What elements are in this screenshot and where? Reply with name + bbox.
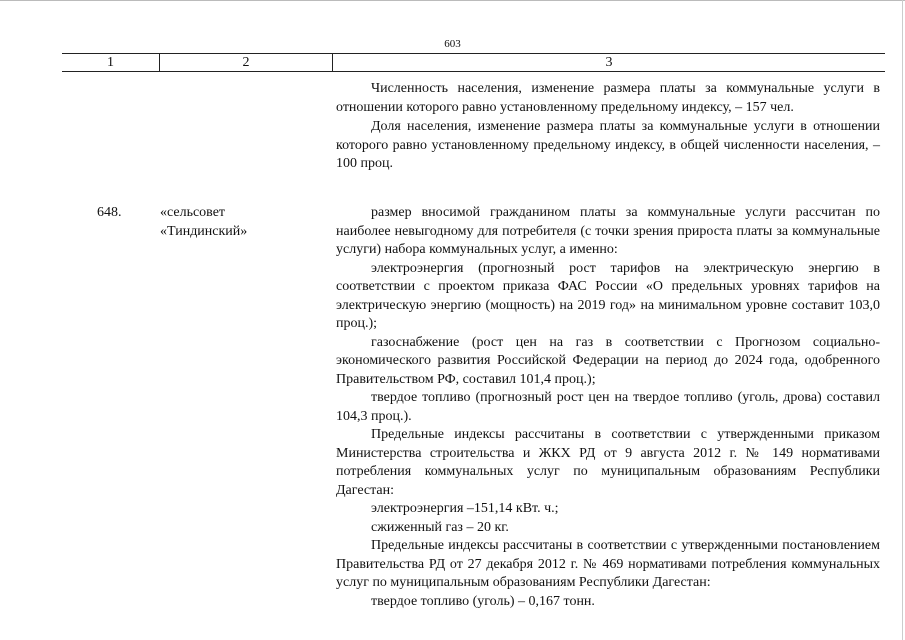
- paragraph: Численность населения, изменение размера платы за коммунальные услуги в отношении которого равно установленному предельному индексу, – 157 чел.: [336, 81, 880, 115]
- paragraph: Доля населения, изменение размера платы за коммунальные услуги в отношении которого равно установленному предельному индексу, в общей численности населения, – 100 проц.: [336, 119, 880, 171]
- page-number: 603: [444, 38, 461, 50]
- paragraph: твердое топливо (уголь) – 0,167 тонн.: [371, 593, 595, 609]
- entry-text-block: [336, 204, 880, 611]
- scan-edge-top: [0, 0, 905, 1]
- paragraph: газоснабжение (рост цен на газ в соответствии с Прогнозом социально-экономического развития Российской Федерации на период до 2024 года, одобренного Правительством РФ, составил 101,4 проц.);: [336, 334, 880, 387]
- paragraph: Предельные индексы рассчитаны в соответствии с утвержденными постановлением Правительства РД от 27 декабря 2012 г. № 469 нормативами потребления коммунальных услуг по муниципальным образованиям Республики Дагестан:: [336, 538, 880, 590]
- municipality-name: [160, 204, 247, 241]
- municipality-name-line: «Тиндинский»: [160, 223, 248, 239]
- header-col-1: 1: [62, 54, 160, 71]
- municipality-name-line: «сельсовет: [160, 205, 226, 220]
- paragraph: размер вносимой гражданином платы за коммунальные услуги рассчитан по наиболее невыгодному для потребителя (с точки зрения прироста платы за коммунальные услуги) набора коммунальных услуг, а именно:: [336, 205, 880, 257]
- continued-text-block: [336, 80, 880, 174]
- paragraph: электроэнергия –151,14 кВт. ч.;: [371, 501, 559, 516]
- paragraph: сжиженный газ – 20 кг.: [371, 519, 509, 535]
- paragraph: Предельные индексы рассчитаны в соответствии с утвержденными приказом Министерства строительства и ЖКХ РД от 9 августа 2012 г. № 149 нормативами потребления коммунальных услуг по муниципальным образованиям Республики Дагестан:: [336, 427, 880, 498]
- paragraph: твердое топливо (прогнозный рост цен на твердое топливо (уголь, дрова) составил 104,3 проц.).: [336, 390, 880, 424]
- header-col-3: 3: [605, 54, 613, 70]
- scan-edge-right: [902, 0, 903, 640]
- paragraph: электроэнергия (прогнозный рост тарифов на электрическую энергию в соответствии с проектом приказа ФАС России «О предельных уровнях тарифов на электрическую энергию (мощность) на 2019 год» на минимальном уровне составит 103,0 проц.);: [336, 260, 880, 331]
- header-col-2: 2: [160, 54, 333, 71]
- table-header-row: [62, 53, 885, 72]
- row-number: 648.: [97, 205, 122, 220]
